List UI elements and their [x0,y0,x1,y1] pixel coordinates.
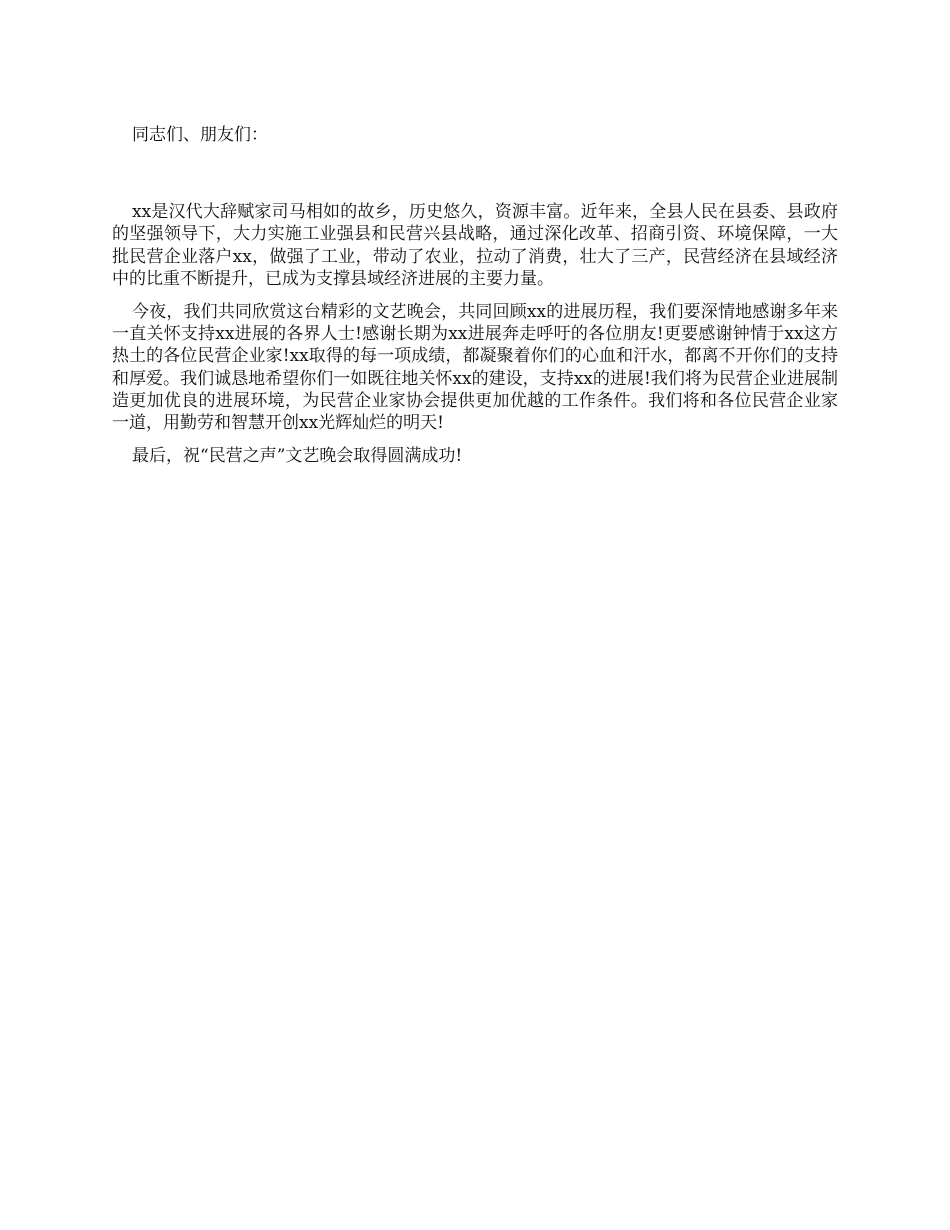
document-body [112,124,838,467]
paragraph-closing: 最后，祝“民营之声”文艺晚会取得圆满成功! [132,446,463,467]
paragraph-thanks: 今夜，我们共同欣赏这台精彩的文艺晚会，共同回顾xx的进展历程，我们要深情地感谢多年来一直关怀支持xx进展的各界人士!感谢长期为xx进展奔走呼吁的各位朋友!更要感谢钟情于xx这方热土的各位民营企业家!xx取得的每一项成绩，都凝聚着你们的心血和汗水，都离不开你们的支持和厚爱。我们诚恳地希望你们一如既往地关怀xx的建设，支持xx的进展!我们将为民营企业进展制造更加优良的进展环境，为民营企业家协会提供更加优越的工作条件。我们将和各位民营企业家一道，用勤劳和智慧开创xx光辉灿烂的明天! [112,302,838,434]
paragraph-intro: xx是汉代大辞赋家司马相如的故乡，历史悠久，资源丰富。近年来，全县人民在县委、县政府的坚强领导下，大力实施工业强县和民营兴县战略，通过深化改革、招商引资、环境保障，一大批民营企业落户xx，做强了工业，带动了农业，拉动了消费，壮大了三产，民营经济在县域经济中的比重不断提升，已成为支撑县域经济进展的主要力量。 [112,202,838,289]
salutation: 同志们、朋友们： [132,125,268,145]
